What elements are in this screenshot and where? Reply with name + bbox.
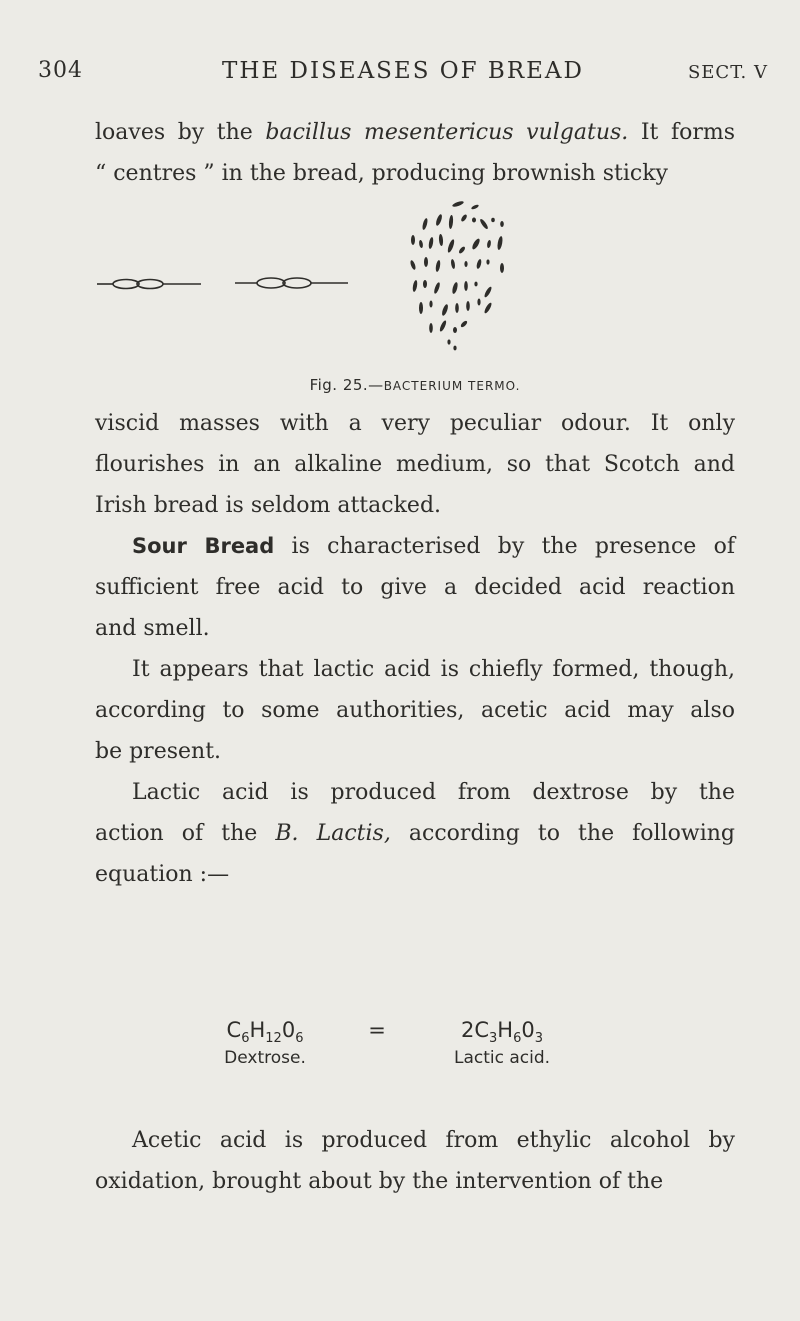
text-line: Acetic acid is produced from ethylic alcohol by [132, 1128, 735, 1153]
equals-sign: = [368, 1018, 386, 1042]
text-line [95, 813, 735, 854]
paragraph [95, 772, 735, 895]
chemical-equation [95, 1018, 735, 1088]
figure-bacterium-termo [95, 180, 735, 394]
text-line: Lactic acid is produced from dextrose by the [132, 780, 735, 805]
page-number: 304 [38, 58, 83, 83]
label-lactic-acid: Lactic acid. [453, 1048, 551, 1069]
text-run: according to the following [390, 821, 735, 846]
text-line: “ centres ” in the bread, producing brownish sticky [95, 161, 668, 186]
formula-lactic-acid: $2C_3H_60_3$ [460, 1018, 544, 1047]
text-run: loaves by the [95, 120, 266, 145]
text-run: is characterised by the presence of [274, 534, 735, 559]
text-line [95, 526, 735, 567]
bacterium-cell [283, 278, 311, 288]
bacterium-cell [137, 280, 163, 289]
section-label: SECT. V [687, 62, 768, 83]
text-line: be present. [95, 739, 222, 764]
text-line: It appears that lactic acid is chiefly formed, though, [132, 657, 735, 682]
caption-number: Fig. 25.— [309, 376, 384, 394]
italic-species-name: B. Lactis, [275, 821, 391, 846]
bacteria-cluster [409, 200, 504, 350]
paragraph-sour-bread [95, 526, 735, 649]
bacterium-cell [257, 278, 285, 288]
text-run: It forms [628, 120, 735, 145]
text-line: sufficient free acid to give a decided acid reaction [95, 575, 735, 600]
bacteria-illustration [95, 180, 735, 370]
text-line: equation :— [95, 862, 230, 887]
paragraph [95, 403, 735, 526]
text-run: action of the [95, 821, 276, 846]
section-heading-sour-bread: Sour Bread [132, 534, 275, 558]
figure-caption [95, 376, 735, 394]
page-header [38, 58, 768, 94]
equation-lhs [190, 1018, 340, 1068]
equation-rhs [417, 1018, 587, 1068]
text-line: viscid masses with a very peculiar odour. It only [95, 411, 735, 436]
bacterium-cell [113, 280, 139, 289]
label-dextrose: Dextrose. [224, 1048, 306, 1069]
text-line: oxidation, brought about by the intervention of the [95, 1169, 664, 1194]
text-line: according to some authorities, acetic acid may also [95, 698, 735, 723]
equation-equals [357, 1018, 397, 1042]
italic-species-name: bacillus mesentericus vulgatus. [265, 120, 629, 145]
formula-dextrose: $C_6H_{12}0_6$ [226, 1018, 304, 1047]
text-line: Irish bread is seldom attacked. [95, 493, 442, 518]
running-head: THE DISEASES OF BREAD [222, 58, 584, 84]
paragraph [95, 1120, 735, 1202]
text-line: flourishes in an alkaline medium, so that Scotch and [95, 452, 735, 477]
paragraph [95, 649, 735, 772]
text-line: and smell. [95, 616, 210, 641]
text-line [95, 112, 735, 153]
caption-title: BACTERIUM TERMO. [383, 379, 521, 393]
